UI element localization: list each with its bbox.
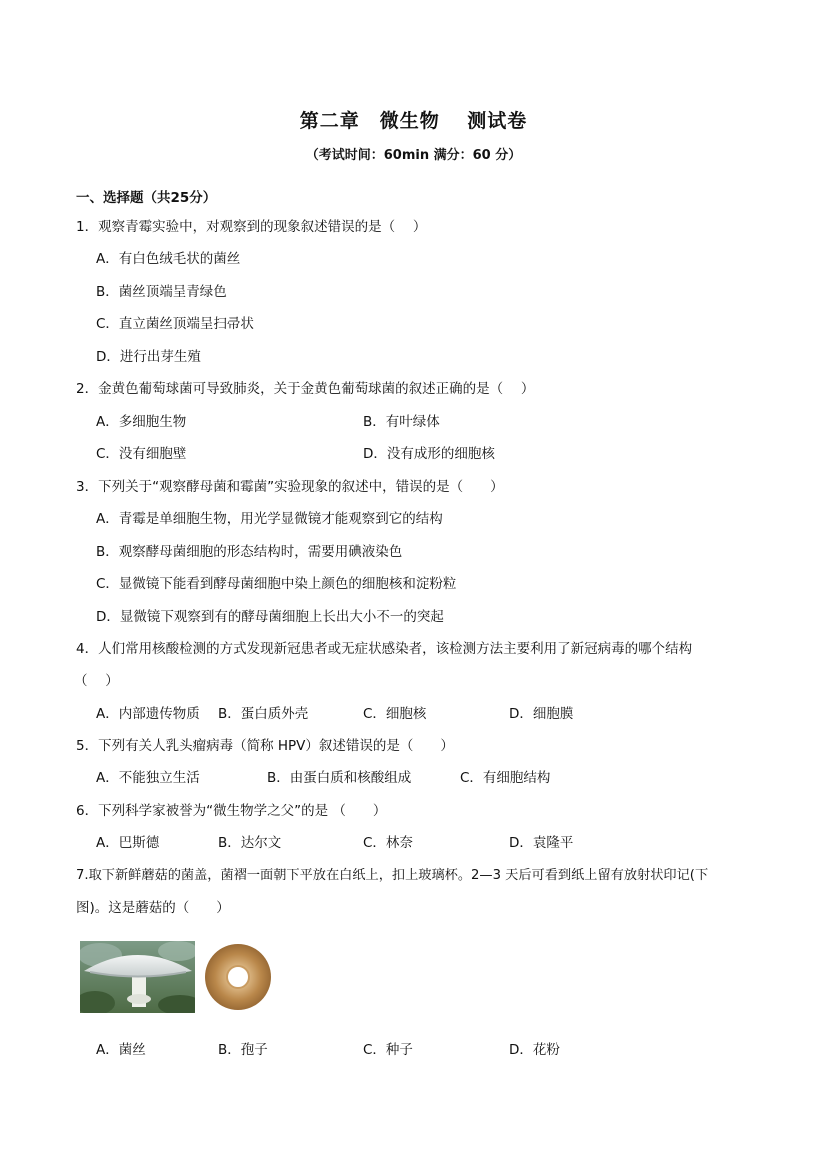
question-6-option-a: A．巴斯德 [96, 835, 160, 851]
question-1-option-d: D．进行出芽生殖 [96, 349, 201, 365]
question-5-stem: 5．下列有关人乳头瘤病毒（简称 HPV）叙述错误的是（ ） [76, 738, 454, 754]
question-2-option-a: A．多细胞生物 [96, 414, 187, 430]
question-3-option-d: D．显微镜下观察到有的酵母菌细胞上长出大小不一的突起 [96, 609, 444, 625]
question-1-stem: 1．观察青霉实验中，对观察到的现象叙述错误的是（ ） [76, 219, 427, 235]
question-3-option-c: C．显微镜下能看到酵母菌细胞中染上颜色的细胞核和淀粉粒 [96, 576, 457, 592]
page-title: 第二章 微生物 测试卷 [299, 110, 528, 132]
question-7-option-a: A．菌丝 [96, 1042, 146, 1058]
question-4-stem: 4．人们常用核酸检测的方式发现新冠患者或无症状感染者，该检测方法主要利用了新冠病毒的哪个结构 [76, 641, 693, 657]
mushroom-illustration [80, 941, 195, 1013]
question-6-stem: 6．下列科学家被誉为“微生物学之父”的是 （ ） [76, 803, 387, 819]
question-1-option-a: A．有白色绒毛状的菌丝 [96, 251, 241, 267]
question-6-option-b: B．达尔文 [218, 835, 282, 851]
question-3-option-a: A．青霉是单细胞生物，用光学显微镜才能观察到它的结构 [96, 511, 443, 527]
question-3-option-b: B．观察酵母菌细胞的形态结构时，需要用碘液染色 [96, 544, 403, 560]
question-6-option-c: C．林奈 [363, 835, 413, 851]
question-4-option-a: A．内部遗传物质 [96, 706, 200, 722]
question-7-option-b: B．孢子 [218, 1042, 268, 1058]
question-4-option-b: B．蛋白质外壳 [218, 706, 309, 722]
question-2-option-c: C．没有细胞壁 [96, 446, 187, 462]
question-2-option-d: D．没有成形的细胞核 [363, 446, 495, 462]
mushroom-photo [80, 941, 195, 1013]
page-subtitle: （考试时间：60min 满分：60 分） [305, 148, 522, 163]
question-4-option-d: D．细胞膜 [509, 706, 574, 722]
question-1-option-b: B．菌丝顶端呈青绿色 [96, 284, 227, 300]
question-2-stem: 2．金黄色葡萄球菌可导致肺炎，关于金黄色葡萄球菌的叙述正确的是（ ） [76, 381, 535, 397]
spore-print-photo [203, 942, 273, 1012]
question-4-option-c: C．细胞核 [363, 706, 427, 722]
question-5-option-b: B．由蛋白质和核酸组成 [267, 770, 412, 786]
question-7-option-c: C．种子 [363, 1042, 413, 1058]
question-3-stem: 3．下列关于“观察酵母菌和霉菌”实验现象的叙述中，错误的是（ ） [76, 479, 504, 495]
spore-print-illustration [203, 942, 273, 1012]
question-4-stem-continued: （ ） [74, 673, 119, 689]
section-heading: 一、选择题（共25分） [76, 190, 217, 206]
question-6-option-d: D．袁隆平 [509, 835, 574, 851]
question-5-option-a: A．不能独立生活 [96, 770, 200, 786]
question-1-option-c: C．直立菌丝顶端呈扫帚状 [96, 316, 254, 332]
question-7-option-d: D．花粉 [509, 1042, 560, 1058]
question-5-option-c: C．有细胞结构 [460, 770, 551, 786]
question-2-option-b: B．有叶绿体 [363, 414, 440, 430]
question-7-stem-continued: 图)。这是蘑菇的（ ） [76, 900, 230, 916]
question-7-stem: 7.取下新鲜蘑菇的菌盖，菌褶一面朝下平放在白纸上，扣上玻璃杯。2—3 天后可看到纸上留有放射状印记(下 [76, 868, 709, 883]
